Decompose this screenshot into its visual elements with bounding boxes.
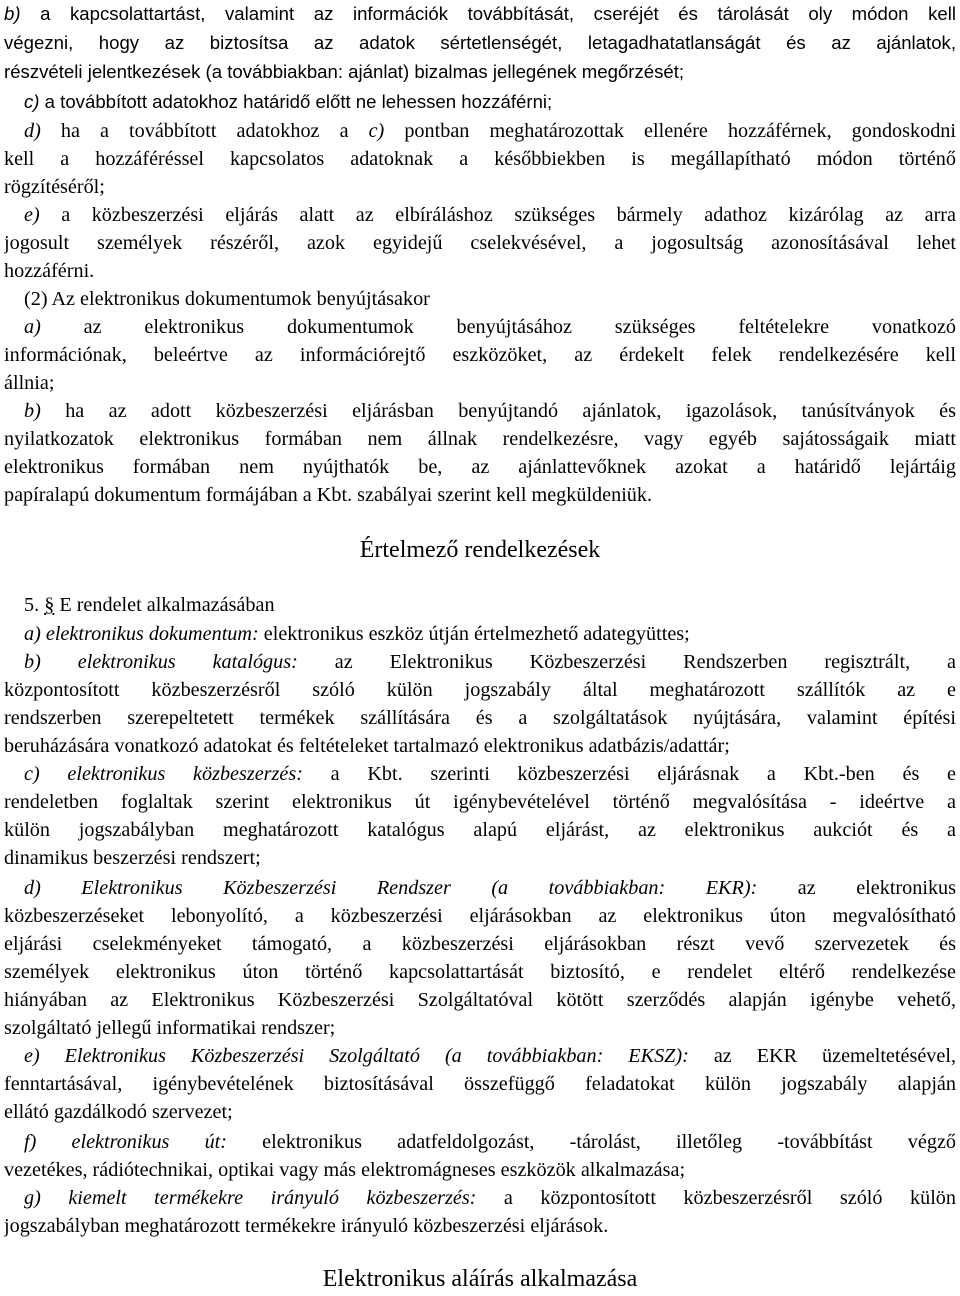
- defined-term: a) elektronikus dokumentum:: [24, 623, 259, 645]
- text: az EKR üzemeltetésével,: [688, 1045, 956, 1067]
- paragraph-e-line-3: hozzáférni.: [4, 260, 95, 282]
- definition-b-line-3: rendszerben szerepeltetett termékek szállítására és a szolgáltatások nyújtására, valamint építési: [4, 707, 956, 729]
- definition-e-line-1: [24, 1042, 956, 1070]
- text: ha az adott közbeszerzési eljárásban benyújtandó ajánlatok, igazolások, tanúsítványok és: [40, 400, 956, 422]
- text: a kapcsolattartást, valamint az információk továbbítását, cseréjét és tárolását oly módon kell: [20, 3, 956, 24]
- item-marker: e): [24, 204, 40, 226]
- heading-definitions: Értelmező rendelkezések: [359, 537, 601, 563]
- defined-term: b) elektronikus katalógus:: [24, 651, 298, 673]
- definition-d-line-6: szolgáltató jellegű informatikai rendszer;: [4, 1017, 336, 1039]
- definition-d-line-4: személyek elektronikus úton történő kapcsolattartását biztosító, e rendelet eltérő rendelkezése: [4, 961, 956, 983]
- definition-e-line-3: ellátó gazdálkodó szervezet;: [4, 1101, 233, 1123]
- paragraph-d-line-3: rögzítéséről;: [4, 176, 105, 198]
- defined-term: f) elektronikus út:: [24, 1131, 228, 1153]
- paragraph-b-line-2: végezni, hogy az biztosítsa az adatok sértetlenségét, letagadhatatlanságát és az ajánlatok,: [4, 32, 956, 53]
- item-marker: b): [24, 400, 41, 422]
- text: pontban meghatározottak ellenére hozzáférnek, gondoskodni: [384, 120, 956, 142]
- paragraph-b-line-3: részvételi jelentkezések (a továbbiakban: ajánlat) bizalmas jellegének megőrzését;: [4, 61, 685, 82]
- definition-d-line-2: közbeszerzéseket lebonyolító, a közbeszerzési eljárásokban az elektronikus úton megvalósítható: [4, 905, 956, 927]
- paragraph-e-line-1: [24, 201, 956, 229]
- section-2-a-line-1: [24, 313, 956, 341]
- text: E rendelet alkalmazásában: [54, 594, 275, 616]
- definition-f-line-2: vezetékes, rádiótechnikai, optikai vagy más elektromágneses eszközök alkalmazása;: [4, 1159, 686, 1181]
- text: ha a továbbított adatokhoz a: [40, 120, 369, 142]
- section-2-b-line-4: papíralapú dokumentum formájában a Kbt. szabályai szerint kell megküldeniük.: [4, 484, 653, 506]
- section-sign: §: [44, 594, 55, 616]
- paragraph-e-line-2: jogosult személyek részéről, azok egyidejű cselekvésével, a jogosultság azonosításával lehet: [4, 232, 956, 254]
- definition-d-line-5: hiányában az Elektronikus Közbeszerzési Szolgáltatóval kötött szerződés alapján igénybe vehető,: [4, 989, 956, 1011]
- text: az Elektronikus Közbeszerzési Rendszerben regisztrált, a: [297, 651, 956, 673]
- section-2-a-line-3: állnia;: [4, 372, 55, 394]
- definition-g-line-1: [24, 1184, 956, 1212]
- definition-b-line-1: [24, 648, 956, 676]
- definition-b-line-2: központosított közbeszerzésről szóló külön jogszabály által meghatározott szállítók az e: [4, 679, 956, 701]
- heading-electronic-signature: Elektronikus aláírás alkalmazása: [322, 1266, 638, 1292]
- text: az elektronikus dokumentumok benyújtásához szükséges feltételekre vonatkozó: [40, 316, 956, 338]
- cross-reference: c): [368, 120, 385, 142]
- paragraph-c: [24, 88, 956, 116]
- text: a központosított közbeszerzésről szóló külön: [476, 1187, 956, 1209]
- defined-term: d) Elektronikus Közbeszerzési Rendszer (a továbbiakban: EKR):: [24, 877, 758, 899]
- definition-e-line-2: fenntartásával, igénybevételének biztosításával összefüggő feladatokat külön jogszabály alapján: [4, 1073, 956, 1095]
- section-5-intro: [24, 591, 956, 619]
- defined-term: e) Elektronikus Közbeszerzési Szolgáltató (a továbbiakban: EKSZ):: [24, 1045, 689, 1067]
- text: az elektronikus: [757, 877, 956, 899]
- item-marker: b): [4, 3, 21, 24]
- section-2-b-line-1: [24, 397, 956, 425]
- definition-a: [24, 620, 956, 648]
- text: elektronikus eszköz útján értelmezhető adategyüttes;: [258, 623, 690, 645]
- section-2-title: (2) Az elektronikus dokumentumok benyújtásakor: [24, 288, 430, 310]
- definition-c-line-2: rendeletben foglaltak szerint elektronikus út igénybevételével történő megvalósítása - ideértve a: [4, 791, 956, 813]
- defined-term: c) elektronikus közbeszerzés:: [24, 763, 303, 785]
- text: elektronikus adatfeldolgozást, -tárolást, illetőleg -továbbítást végző: [227, 1131, 956, 1153]
- defined-term: g) kiemelt termékekre irányuló közbeszerzés:: [24, 1187, 477, 1209]
- definition-g-line-2: jogszabályban meghatározott termékekre irányuló közbeszerzési eljárások.: [4, 1215, 609, 1237]
- section-number: 5.: [24, 594, 40, 616]
- section-2-b-line-2: nyilatkozatok elektronikus formában nem állnak rendelkezésre, vagy egyéb sajátosságaik miatt: [4, 428, 956, 450]
- definition-c-line-4: dinamikus beszerzési rendszert;: [4, 847, 261, 869]
- paragraph-d-line-1: [24, 117, 956, 145]
- definition-d-line-3: eljárási cselekményeket támogató, a közbeszerzési eljárásokban részt vevő szervezetek és: [4, 933, 956, 955]
- definition-c-line-1: [24, 760, 956, 788]
- definition-d-line-1: [24, 874, 956, 902]
- section-2-a-line-2: információnak, beleértve az információrejtő eszközöket, az érdekelt felek rendelkezésére kell: [4, 344, 956, 366]
- text: a közbeszerzési eljárás alatt az elbíráláshoz szükséges bármely adathoz kizárólag az arra: [39, 204, 956, 226]
- item-marker: d): [24, 120, 41, 142]
- definition-b-line-4: beruházására vonatkozó adatokat és feltételeket tartalmazó elektronikus adatbázis/adattár;: [4, 735, 730, 757]
- section-2-b-line-3: elektronikus formában nem nyújthatók be, az ajánlattevőknek azokat a határidő lejártáig: [4, 456, 956, 478]
- item-marker: c): [24, 91, 40, 112]
- definition-c-line-3: külön jogszabályban meghatározott katalógus alapú eljárást, az elektronikus aukciót és a: [4, 819, 956, 841]
- definition-f-line-1: [24, 1128, 956, 1156]
- paragraph-b-line-1: [4, 0, 956, 28]
- text: a továbbított adatokhoz határidő előtt ne lehessen hozzáférni;: [39, 91, 553, 112]
- text: a Kbt. szerinti közbeszerzési eljárásnak a Kbt.-ben és e: [302, 763, 956, 785]
- item-marker: a): [24, 316, 41, 338]
- paragraph-d-line-2: kell a hozzáféréssel kapcsolatos adatoknak a későbbiekben is megállapítható módon történő: [4, 148, 956, 170]
